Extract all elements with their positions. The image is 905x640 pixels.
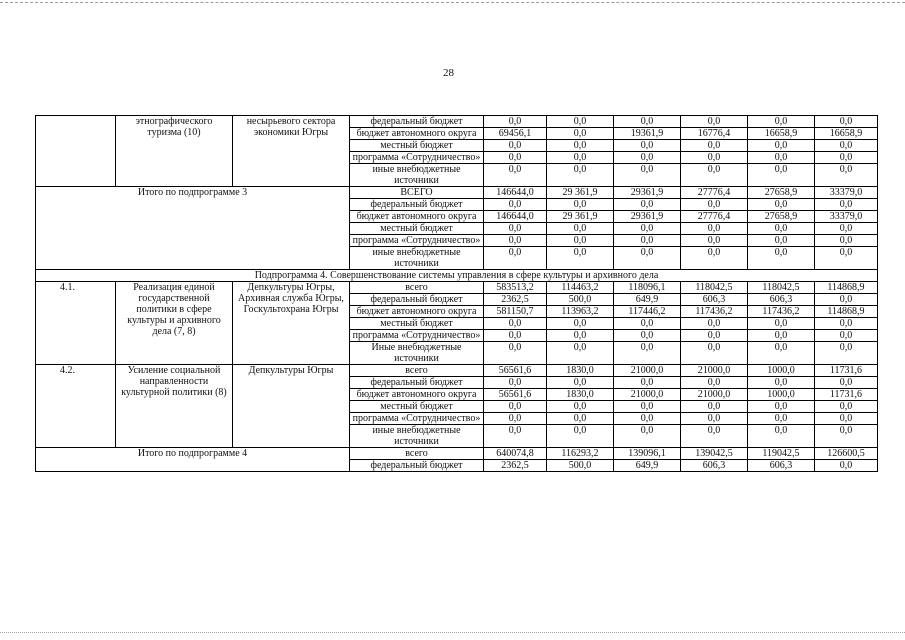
value-cell: 29361,9: [614, 211, 681, 223]
source-cell: федеральный бюджет: [350, 294, 484, 306]
value-cell: 0,0: [484, 377, 547, 389]
value-cell: 29 361,9: [547, 211, 614, 223]
value-cell: 0,0: [614, 330, 681, 342]
value-cell: 640074,8: [484, 448, 547, 460]
value-cell: 0,0: [484, 223, 547, 235]
value-cell: 0,0: [681, 377, 748, 389]
value-cell: 0,0: [547, 235, 614, 247]
table-row: [36, 116, 878, 128]
value-cell: 1830,0: [547, 365, 614, 377]
value-cell: 0,0: [614, 425, 681, 448]
value-cell: 0,0: [815, 116, 878, 128]
value-cell: 146644,0: [484, 187, 547, 199]
value-cell: 114868,9: [815, 306, 878, 318]
value-cell: 583513,2: [484, 282, 547, 294]
value-cell: 0,0: [815, 342, 878, 365]
value-cell: 606,3: [681, 460, 748, 472]
value-cell: 29 361,9: [547, 187, 614, 199]
value-cell: 0,0: [748, 140, 815, 152]
value-cell: 126600,5: [815, 448, 878, 460]
value-cell: 0,0: [484, 235, 547, 247]
source-cell: программа «Сотрудничество»: [350, 235, 484, 247]
value-cell: 29361,9: [614, 187, 681, 199]
value-cell: 0,0: [547, 401, 614, 413]
value-cell: 19361,9: [614, 128, 681, 140]
value-cell: 33379,0: [815, 187, 878, 199]
budget-table: [35, 115, 878, 472]
value-cell: 0,0: [815, 235, 878, 247]
table-row: [36, 187, 878, 199]
value-cell: 0,0: [614, 342, 681, 365]
value-cell: 21000,0: [614, 365, 681, 377]
value-cell: 0,0: [681, 223, 748, 235]
value-cell: 0,0: [815, 460, 878, 472]
value-cell: 0,0: [748, 247, 815, 270]
value-cell: 1830,0: [547, 389, 614, 401]
value-cell: 0,0: [614, 247, 681, 270]
source-cell: бюджет автономного округа: [350, 389, 484, 401]
responsible-cell: Депкультуры Югры: [233, 365, 350, 448]
source-cell: местный бюджет: [350, 140, 484, 152]
value-cell: 0,0: [484, 247, 547, 270]
value-cell: 0,0: [547, 413, 614, 425]
value-cell: 0,0: [547, 128, 614, 140]
source-cell: местный бюджет: [350, 401, 484, 413]
scan-edge-bottom: [0, 632, 905, 633]
value-cell: 146644,0: [484, 211, 547, 223]
value-cell: 0,0: [748, 342, 815, 365]
item-name-cell: Реализация единой государственной политики в сфере культуры и архивного дела (7, 8): [116, 282, 233, 365]
value-cell: 27776,4: [681, 187, 748, 199]
value-cell: 606,3: [681, 294, 748, 306]
source-cell: программа «Сотрудничество»: [350, 330, 484, 342]
value-cell: 0,0: [614, 318, 681, 330]
value-cell: 0,0: [484, 116, 547, 128]
value-cell: 118096,1: [614, 282, 681, 294]
value-cell: 0,0: [614, 401, 681, 413]
value-cell: 0,0: [614, 116, 681, 128]
value-cell: 0,0: [681, 318, 748, 330]
item-number-cell: 4.1.: [36, 282, 116, 365]
table-row: [36, 270, 878, 282]
value-cell: 1000,0: [748, 389, 815, 401]
value-cell: 118042,5: [681, 282, 748, 294]
value-cell: 2362,5: [484, 294, 547, 306]
value-cell: 0,0: [614, 223, 681, 235]
value-cell: 0,0: [547, 140, 614, 152]
value-cell: 0,0: [484, 342, 547, 365]
value-cell: 0,0: [614, 152, 681, 164]
value-cell: 0,0: [815, 318, 878, 330]
value-cell: 0,0: [547, 425, 614, 448]
value-cell: 0,0: [815, 401, 878, 413]
subprogram-total-label: Итого по подпрограмме 3: [36, 187, 350, 270]
value-cell: 113963,2: [547, 306, 614, 318]
value-cell: 0,0: [484, 318, 547, 330]
value-cell: 0,0: [614, 377, 681, 389]
value-cell: 0,0: [815, 152, 878, 164]
value-cell: 117446,2: [614, 306, 681, 318]
value-cell: 27658,9: [748, 187, 815, 199]
value-cell: 0,0: [614, 140, 681, 152]
value-cell: 21000,0: [614, 389, 681, 401]
value-cell: 0,0: [547, 116, 614, 128]
value-cell: 0,0: [484, 199, 547, 211]
value-cell: 0,0: [748, 330, 815, 342]
value-cell: 0,0: [614, 413, 681, 425]
value-cell: 0,0: [748, 425, 815, 448]
item-name-cell: Усиление социальной направленности культурной политики (8): [116, 365, 233, 448]
value-cell: 1000,0: [748, 365, 815, 377]
value-cell: 33379,0: [815, 211, 878, 223]
value-cell: 16658,9: [815, 128, 878, 140]
value-cell: 0,0: [681, 330, 748, 342]
value-cell: 0,0: [815, 377, 878, 389]
value-cell: 0,0: [815, 425, 878, 448]
value-cell: 0,0: [681, 199, 748, 211]
value-cell: 0,0: [748, 199, 815, 211]
scan-edge-top: [0, 2, 905, 3]
source-cell: программа «Сотрудничество»: [350, 413, 484, 425]
value-cell: 0,0: [681, 425, 748, 448]
value-cell: 0,0: [484, 152, 547, 164]
source-cell: федеральный бюджет: [350, 116, 484, 128]
source-cell: всего: [350, 448, 484, 460]
value-cell: 0,0: [748, 401, 815, 413]
value-cell: 117436,2: [748, 306, 815, 318]
source-cell: бюджет автономного округа: [350, 211, 484, 223]
value-cell: 649,9: [614, 294, 681, 306]
value-cell: 0,0: [748, 235, 815, 247]
value-cell: 0,0: [748, 413, 815, 425]
value-cell: 0,0: [547, 199, 614, 211]
value-cell: 0,0: [748, 223, 815, 235]
value-cell: 0,0: [681, 152, 748, 164]
source-cell: федеральный бюджет: [350, 460, 484, 472]
value-cell: 0,0: [547, 223, 614, 235]
value-cell: 0,0: [815, 140, 878, 152]
section-header: Подпрограмма 4. Совершенствование системы управления в сфере культуры и архивного дела: [36, 270, 878, 282]
value-cell: 0,0: [484, 425, 547, 448]
source-cell: бюджет автономного округа: [350, 306, 484, 318]
value-cell: 0,0: [614, 164, 681, 187]
value-cell: 0,0: [681, 247, 748, 270]
source-cell: Иные внебюджетные источники: [350, 342, 484, 365]
value-cell: 606,3: [748, 460, 815, 472]
responsible-cell: Депкультуры Югры, Архивная служба Югры, Госкультохрана Югры: [233, 282, 350, 365]
source-cell: всего: [350, 365, 484, 377]
value-cell: 500,0: [547, 294, 614, 306]
value-cell: 0,0: [547, 247, 614, 270]
value-cell: 16658,9: [748, 128, 815, 140]
value-cell: 0,0: [681, 342, 748, 365]
table-row: [36, 365, 878, 377]
item-number-cell: 4.2.: [36, 365, 116, 448]
value-cell: 69456,1: [484, 128, 547, 140]
value-cell: 0,0: [681, 401, 748, 413]
value-cell: 139096,1: [614, 448, 681, 460]
item-name-cell: этнографического туризма (10): [116, 116, 233, 187]
table-row: [36, 448, 878, 460]
value-cell: 0,0: [614, 199, 681, 211]
value-cell: 606,3: [748, 294, 815, 306]
value-cell: 0,0: [748, 377, 815, 389]
value-cell: 0,0: [547, 342, 614, 365]
value-cell: 118042,5: [748, 282, 815, 294]
value-cell: 0,0: [484, 401, 547, 413]
value-cell: 0,0: [547, 330, 614, 342]
value-cell: 0,0: [815, 330, 878, 342]
value-cell: 0,0: [815, 247, 878, 270]
table-row: [36, 282, 878, 294]
value-cell: 0,0: [484, 140, 547, 152]
value-cell: 0,0: [614, 235, 681, 247]
source-cell: иные внебюджетные источники: [350, 247, 484, 270]
item-number-cell: [36, 116, 116, 187]
source-cell: федеральный бюджет: [350, 199, 484, 211]
subprogram-total-label: Итого по подпрограмме 4: [36, 448, 350, 472]
value-cell: 0,0: [815, 199, 878, 211]
value-cell: 114463,2: [547, 282, 614, 294]
value-cell: 0,0: [815, 413, 878, 425]
value-cell: 27658,9: [748, 211, 815, 223]
source-cell: иные внебюджетные источники: [350, 425, 484, 448]
value-cell: 2362,5: [484, 460, 547, 472]
value-cell: 119042,5: [748, 448, 815, 460]
source-cell: иные внебюджетные источники: [350, 164, 484, 187]
value-cell: 21000,0: [681, 389, 748, 401]
value-cell: 117436,2: [681, 306, 748, 318]
value-cell: 11731,6: [815, 389, 878, 401]
value-cell: 0,0: [748, 318, 815, 330]
value-cell: 0,0: [815, 294, 878, 306]
value-cell: 0,0: [547, 152, 614, 164]
value-cell: 21000,0: [681, 365, 748, 377]
value-cell: 0,0: [484, 164, 547, 187]
value-cell: 27776,4: [681, 211, 748, 223]
responsible-cell: несырьевого сектора экономики Югры: [233, 116, 350, 187]
value-cell: 56561,6: [484, 389, 547, 401]
value-cell: 649,9: [614, 460, 681, 472]
value-cell: 11731,6: [815, 365, 878, 377]
value-cell: 500,0: [547, 460, 614, 472]
source-cell: федеральный бюджет: [350, 377, 484, 389]
value-cell: 0,0: [815, 164, 878, 187]
value-cell: 0,0: [681, 164, 748, 187]
source-cell: местный бюджет: [350, 223, 484, 235]
source-cell: ВСЕГО: [350, 187, 484, 199]
value-cell: 0,0: [748, 164, 815, 187]
page-number: 28: [443, 67, 454, 79]
value-cell: 56561,6: [484, 365, 547, 377]
source-cell: бюджет автономного округа: [350, 128, 484, 140]
value-cell: 581150,7: [484, 306, 547, 318]
source-cell: всего: [350, 282, 484, 294]
value-cell: 16776,4: [681, 128, 748, 140]
value-cell: 0,0: [484, 413, 547, 425]
value-cell: 0,0: [748, 116, 815, 128]
value-cell: 0,0: [681, 116, 748, 128]
value-cell: 0,0: [815, 223, 878, 235]
source-cell: программа «Сотрудничество»: [350, 152, 484, 164]
value-cell: 0,0: [681, 140, 748, 152]
value-cell: 0,0: [547, 377, 614, 389]
value-cell: 0,0: [484, 330, 547, 342]
value-cell: 139042,5: [681, 448, 748, 460]
value-cell: 114868,9: [815, 282, 878, 294]
value-cell: 0,0: [547, 164, 614, 187]
source-cell: местный бюджет: [350, 318, 484, 330]
value-cell: 116293,2: [547, 448, 614, 460]
value-cell: 0,0: [547, 318, 614, 330]
value-cell: 0,0: [748, 152, 815, 164]
value-cell: 0,0: [681, 413, 748, 425]
value-cell: 0,0: [681, 235, 748, 247]
